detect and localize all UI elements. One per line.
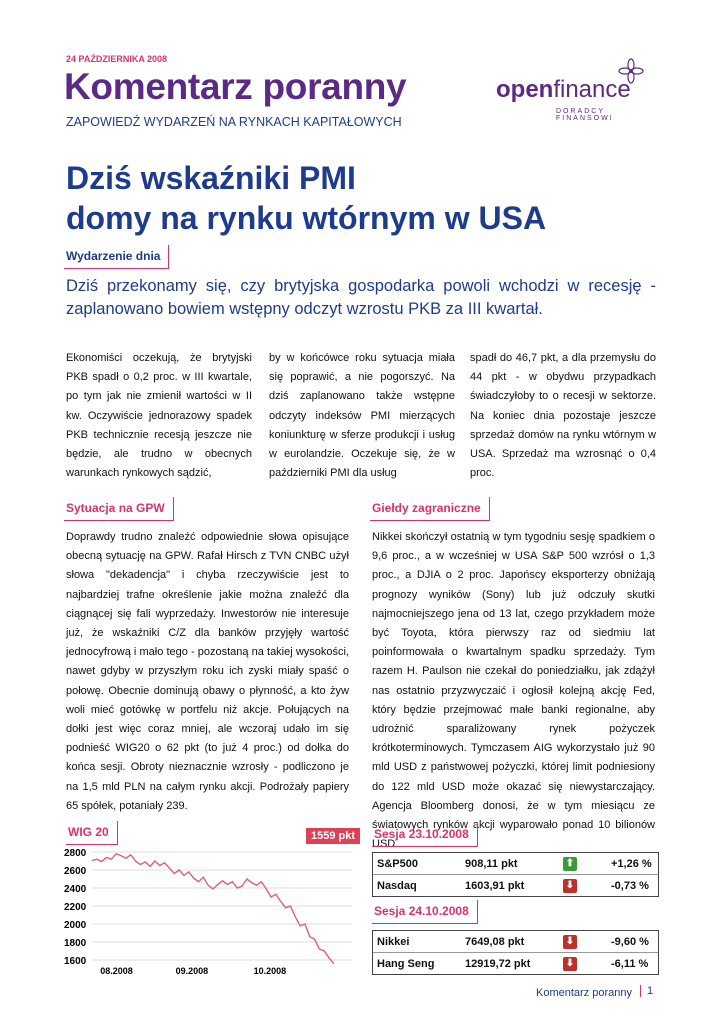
y-tick-label: 2000 xyxy=(64,920,87,931)
arrow-down-icon: ⬇ xyxy=(559,953,607,975)
headline-line-2: domy na rynku wtórnym w USA xyxy=(66,200,547,236)
event-section-label xyxy=(64,245,169,269)
report-title: Komentarz poranny xyxy=(64,66,407,107)
index-change: -6,11 % xyxy=(611,957,649,970)
y-tick-label: 2800 xyxy=(64,848,87,859)
y-tick-label: 2200 xyxy=(64,902,87,913)
index-change: +1,26 % xyxy=(611,857,652,870)
x-tick-label: 10.2008 xyxy=(253,966,287,976)
chart-title-box xyxy=(66,821,118,845)
gpw-label: Sytuacja na GPW xyxy=(66,501,165,515)
y-tick-label: 1600 xyxy=(64,956,87,967)
index-change: -9,60 % xyxy=(611,935,649,948)
footer-label: Komentarz poranny xyxy=(536,987,632,999)
index-value: 908,11 pkt xyxy=(465,857,518,870)
y-tick-label: 1800 xyxy=(64,938,87,949)
session1-row xyxy=(373,853,658,875)
event-column-2: by w końcówce roku sytuacja miała się poprawić, a nie pogorszyć. Na dziś zaplanowano także wstępne odczyty indeksów PMI mierzących koniunkturę w sferze produkcji i usług w eurolandzie. Oczekuje się, że w październiki PMI dla usług xyxy=(269,352,455,480)
arrow-up-icon: ⬆ xyxy=(559,853,607,875)
y-tick-label: 2600 xyxy=(64,866,87,877)
last-value-badge: 1559 pkt xyxy=(306,828,360,844)
foreign-text: Nikkei skończył ostatnią w tym tygodniu sesję spadkiem o 9,6 proc., a w wcześniej w USA S&P 500 wzrósł o 1,3 proc., a DJIA o 2 proc. Japońscy eksporterzy obniżają prognozy wyników (Sony) lub już odczuły skutki najmocniejszego jena od 13 lat, czego przykładem może być Toyota, która pierwszy raz od siedmiu lat poinformowała o kwartalnym spadku sprzedaży. Tym razem H. Paulson nie czekał do poniedziałku, jak zdążył nas ostatnio przyzwyczaić i ogłosił kolejną akcję Fed, który będzie przejmować małe banki regionalne, aby udrożnić sparaliżowany rynek pożyczek krótkoterminowych. Tymczasem AIG wykorzystało już 90 mld USD z państwowej pożyczki, której limit podniesiony do 122 mld USD może okazać się niewystarczający. Agencja Bloomberg donosi, że w tym miesiącu ze światowych rynków akcji wyparowało ponad 10 bilionów USD. xyxy=(372,531,655,851)
index-name: Nikkei xyxy=(377,935,410,948)
headline-line-1: Dziś wskaźniki PMI xyxy=(66,160,356,196)
x-tick-label: 08.2008 xyxy=(100,966,133,976)
index-name: Hang Seng xyxy=(377,957,435,970)
y-tick-label: 2400 xyxy=(64,884,87,895)
session2-table xyxy=(372,930,659,975)
logo-finance-text: finance xyxy=(553,76,631,103)
session2-label-box xyxy=(372,900,478,924)
report-subtitle: ZAPOWIEDŹ WYDARZEŃ NA RYNKACH KAPITAŁOWYCH xyxy=(66,115,402,129)
foreign-label: Giełdy zagraniczne xyxy=(372,501,481,515)
logo-tagline: DORADCY FINANSOWI xyxy=(556,108,614,122)
arrow-down-icon: ⬇ xyxy=(559,875,607,897)
gpw-section-label xyxy=(64,497,174,521)
index-value: 12919,72 pkt xyxy=(465,957,531,970)
index-value: 1603,91 pkt xyxy=(465,879,525,892)
logo-open-text: open xyxy=(496,76,554,103)
report-date: 24 PAŹDZIERNIKA 2008 xyxy=(66,54,168,64)
event-column-1: Ekonomiści oczekują, że brytyjski PKB spadł o 0,2 proc. w III kwartale, po tym jak nie zmienił wartości w II kw. Oczywiście jednorazowy spadek PKB technicznie recesją jeszcze nie będzie, ale trudno w obecnych warunkach rynkowych sądzić, xyxy=(66,352,252,480)
index-name: Nasdaq xyxy=(377,879,417,892)
x-tick-label: 09.2008 xyxy=(175,966,209,976)
session1-table xyxy=(372,852,659,897)
session1-label: Sesja 23.10.2008 xyxy=(374,827,469,841)
session2-row xyxy=(373,931,658,953)
page-number: 1 xyxy=(640,985,653,997)
index-name: S&P500 xyxy=(377,857,418,870)
event-label: Wydarzenie dnia xyxy=(66,249,161,263)
index-value: 7649,08 pkt xyxy=(465,935,525,948)
event-intro: Dziś przekonamy się, czy brytyjska gospodarka powoli wchodzi w recesję - zaplanowano bowiem wstępny odczyt wzrostu PKB za III kwartał. xyxy=(66,277,656,318)
event-column-3: spadł do 46,7 pkt, a dla przemysłu do 44 pkt - w obydwu przypadkach świadczyłoby to o recesji w sektorze. Na koniec dnia pozostaje jeszcze sprzedaż domów na rynku wtórnym w USA. Sprzedaż ma wzrosnąć o 0,4 proc. xyxy=(470,352,656,480)
chart-title: WIG 20 xyxy=(68,825,109,839)
index-change: -0,73 % xyxy=(611,879,649,892)
session2-row xyxy=(373,953,658,975)
session1-label-box xyxy=(372,823,478,847)
gpw-text: Doprawdy trudno znaleźć odpowiednie słowa opisujące obecną sytuację na GPW. Rafał Hirsch z TVN CNBC użył słowa "dekadencja" i chyba rzeczywiście jest to najbardziej trafne określenie jakie można znaleźć dla ciągnącej się fali wyprzedaży. Inwestorów nie interesuje już, że wskaźniki C/Z dla banków przyjęły wartość jednocyfrową i mało tego - pozostaną na takiej wysokości, nawet gdyby w przyszłym roku ich zyski miały spaść o połowę. Obecnie dominują obawy o płynność, a kto żyw woli mieć gotówkę w portfelu niż akcje. Połujących na dołki jest więc coraz mniej, ale wczoraj udało im się podnieść WIG20 o 62 pkt (to już 4 proc.) od dołka do końca sesji. Obroty nieznacznie wzrosły - podliczono je na 1,5 mld PLN na całym rynku akcji. Podrożały papiery 65 spółek, potaniały 239. xyxy=(66,531,349,812)
main-headline xyxy=(66,158,666,238)
open-finance-logo xyxy=(496,54,666,124)
wig20-line-chart xyxy=(62,846,354,976)
arrow-down-icon: ⬇ xyxy=(559,931,607,953)
foreign-section-label xyxy=(370,497,490,521)
session1-row xyxy=(373,875,658,897)
session2-label: Sesja 24.10.2008 xyxy=(374,904,469,918)
